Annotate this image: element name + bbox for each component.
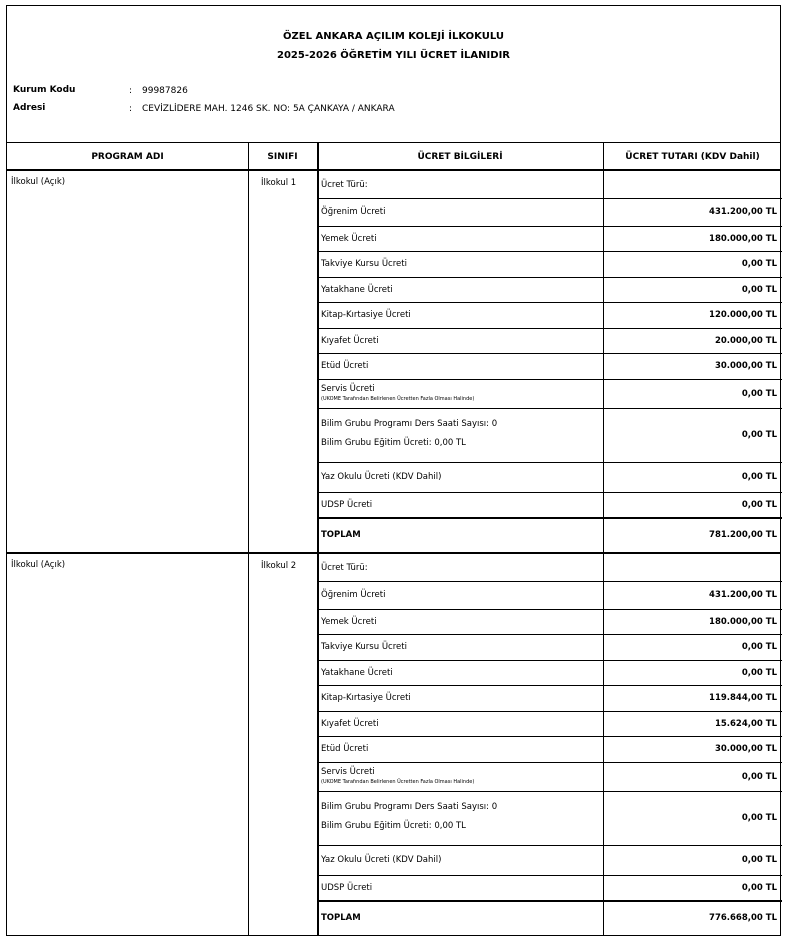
fee-label: Yaz Okulu Ücreti (KDV Dahil)	[321, 472, 442, 482]
fee-row	[317, 328, 777, 353]
fee-label: Takviye Kursu Ücreti	[321, 642, 407, 652]
fee-row	[317, 226, 777, 251]
fee-amount: 20.000,00 TL	[714, 336, 777, 346]
fee-row	[317, 277, 777, 302]
fee-row	[317, 875, 777, 900]
fee-label: Ücret Türü:	[321, 563, 368, 573]
fee-row	[317, 900, 777, 935]
program-name: İlkokul (Açık)	[11, 560, 66, 570]
fee-row	[317, 462, 777, 492]
fee-row	[317, 251, 777, 277]
fee-amount: 431.200,00 TL	[709, 590, 777, 600]
fee-amount: 0,00 TL	[741, 389, 777, 399]
fee-row	[317, 581, 777, 609]
fee-label: Yatakhane Ücreti	[321, 285, 393, 295]
fee-amount: 0,00 TL	[741, 772, 777, 782]
fee-document	[6, 5, 781, 936]
fee-amount: 0,00 TL	[741, 259, 777, 269]
fee-row	[317, 171, 603, 198]
fee-amount: 30.000,00 TL	[714, 744, 777, 754]
fee-row	[317, 711, 777, 736]
fee-amount: 119.844,00 TL	[709, 693, 777, 703]
fee-label: UDSP Ücreti	[321, 883, 373, 893]
fee-label: Kitap-Kırtasiye Ücreti	[321, 693, 411, 703]
fee-row	[317, 660, 777, 685]
fee-label: Yatakhane Ücreti	[321, 668, 393, 678]
fee-amount: 0,00 TL	[741, 855, 777, 865]
fee-amount: 0,00 TL	[741, 430, 777, 440]
fee-row	[317, 302, 777, 328]
fee-label: Yemek Ücreti	[321, 617, 377, 627]
total-amount: 776.668,00 TL	[709, 913, 777, 923]
fee-row	[317, 736, 777, 762]
class-name: İlkokul 2	[261, 561, 297, 571]
fee-label-note: (UKOME Tarafından Belirlenen Ücretten Fazla Olması Halinde)	[321, 779, 475, 785]
fee-row	[317, 353, 777, 379]
fee-label: Etüd Ücreti	[321, 744, 369, 754]
fee-label: Servis Ücreti	[321, 767, 375, 777]
fee-row	[317, 609, 777, 634]
fee-label: Öğrenim Ücreti	[321, 207, 386, 217]
column-header-fee-info: ÜCRET BİLGİLERİ	[417, 151, 503, 162]
fee-label-secondary: Bilim Grubu Eğitim Ücreti: 0,00 TL	[321, 438, 466, 448]
total-label: TOPLAM	[321, 913, 361, 923]
fee-label: Yemek Ücreti	[321, 234, 377, 244]
fee-amount: 180.000,00 TL	[709, 234, 777, 244]
fee-amount: 0,00 TL	[741, 285, 777, 295]
column-header-amount: ÜCRET TUTARI (KDV Dahil)	[625, 151, 760, 162]
class-name: İlkokul 1	[261, 178, 297, 188]
adres-value: CEVİZLİDERE MAH. 1246 SK. NO: 5A ÇANKAYA / ANKARA	[142, 104, 395, 114]
adres-label: Adresi	[13, 103, 46, 113]
fee-label: Takviye Kursu Ücreti	[321, 259, 407, 269]
fee-label: Kıyafet Ücreti	[321, 719, 379, 729]
fee-amount: 30.000,00 TL	[714, 361, 777, 371]
fee-label: Bilim Grubu Programı Ders Saati Sayısı: 0	[321, 802, 498, 812]
fee-amount: 0,00 TL	[741, 642, 777, 652]
fee-row	[317, 554, 603, 581]
fee-label: Etüd Ücreti	[321, 361, 369, 371]
fee-label-secondary: Bilim Grubu Eğitim Ücreti: 0,00 TL	[321, 821, 466, 831]
fee-row	[317, 379, 777, 408]
program-name: İlkokul (Açık)	[11, 177, 66, 187]
fee-row	[317, 762, 777, 791]
divider-program-class	[248, 142, 249, 936]
table-top-border	[7, 142, 780, 143]
fee-amount: 120.000,00 TL	[709, 310, 777, 320]
fee-label: UDSP Ücreti	[321, 500, 373, 510]
fee-row	[317, 634, 777, 660]
fee-amount: 0,00 TL	[741, 472, 777, 482]
total-amount: 781.200,00 TL	[709, 530, 777, 540]
fee-row	[317, 492, 777, 517]
total-label: TOPLAM	[321, 530, 361, 540]
fee-label-note: (UKOME Tarafından Belirlenen Ücretten Fazla Olması Halinde)	[321, 396, 475, 402]
adres-colon: :	[129, 104, 133, 114]
fee-label: Öğrenim Ücreti	[321, 590, 386, 600]
fee-amount: 180.000,00 TL	[709, 617, 777, 627]
fee-row	[317, 408, 777, 462]
fee-label: Kitap-Kırtasiye Ücreti	[321, 310, 411, 320]
column-header-program: PROGRAM ADI	[91, 151, 164, 162]
fee-label: Yaz Okulu Ücreti (KDV Dahil)	[321, 855, 442, 865]
fee-label: Bilim Grubu Programı Ders Saati Sayısı: 0	[321, 419, 498, 429]
fee-amount: 0,00 TL	[741, 813, 777, 823]
kurum-kodu-colon: :	[129, 86, 133, 96]
fee-label: Kıyafet Ücreti	[321, 336, 379, 346]
fee-row	[317, 791, 777, 845]
fee-amount: 0,00 TL	[741, 500, 777, 510]
column-header-class: SINIFI	[267, 151, 298, 162]
fee-row	[317, 685, 777, 711]
fee-amount: 0,00 TL	[741, 883, 777, 893]
kurum-kodu-label: Kurum Kodu	[13, 85, 76, 95]
fee-label: Servis Ücreti	[321, 384, 375, 394]
fee-amount: 15.624,00 TL	[714, 719, 777, 729]
fee-row	[317, 845, 777, 875]
fee-row	[317, 198, 777, 226]
document-subtitle: 2025-2026 ÖĞRETİM YILI ÜCRET İLANIDIR	[277, 50, 510, 61]
fee-row	[317, 517, 777, 552]
fee-label: Ücret Türü:	[321, 180, 368, 190]
fee-amount: 0,00 TL	[741, 668, 777, 678]
fee-amount: 431.200,00 TL	[709, 207, 777, 217]
school-name: ÖZEL ANKARA AÇILIM KOLEJİ İLKOKULU	[283, 31, 504, 42]
kurum-kodu-value: 99987826	[142, 86, 188, 96]
divider-info-amount	[603, 142, 604, 936]
